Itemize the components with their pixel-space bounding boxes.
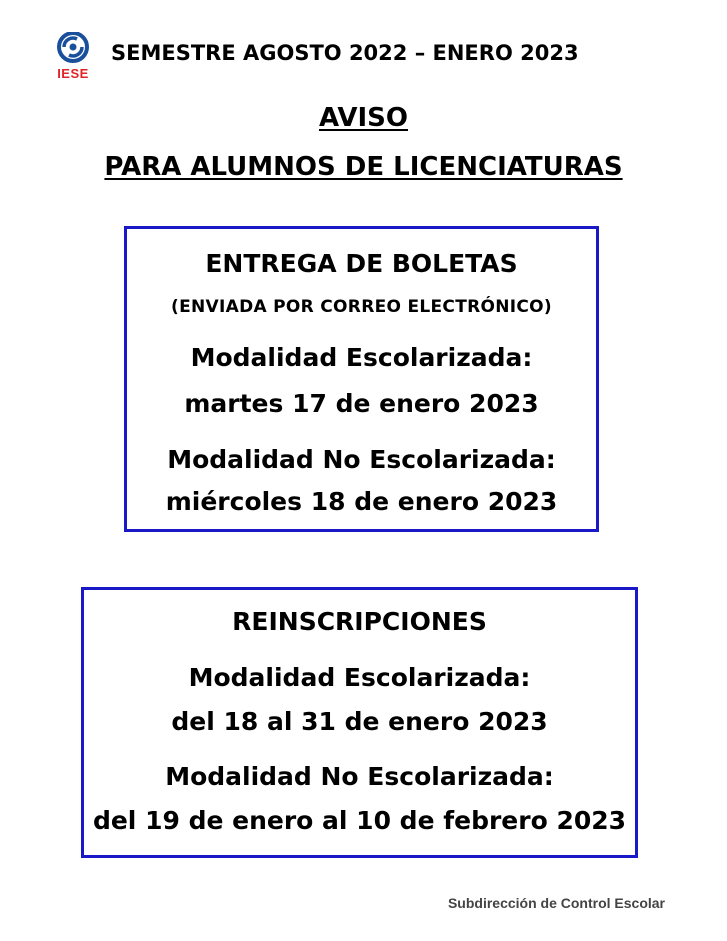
reinscripciones-box	[81, 587, 638, 858]
boletas-escolarizada-label: Modalidad Escolarizada:	[190, 343, 533, 372]
notice-subtitle: PARA ALUMNOS DE LICENCIATURAS	[104, 152, 623, 182]
reinscripciones-escolarizada-date: del 18 al 31 de enero 2023	[171, 707, 548, 736]
logo-text: IESE	[57, 66, 89, 81]
iese-logo	[50, 32, 96, 80]
notice-title: AVISO	[319, 103, 408, 133]
reinscripciones-no-escolarizada-label: Modalidad No Escolarizada:	[165, 762, 554, 791]
semester-title: SEMESTRE AGOSTO 2022 – ENERO 2023	[111, 41, 579, 65]
reinscripciones-title: REINSCRIPCIONES	[232, 607, 487, 636]
boletas-no-escolarizada-label: Modalidad No Escolarizada:	[167, 445, 556, 474]
boletas-note: (ENVIADA POR CORREO ELECTRÓNICO)	[171, 297, 552, 317]
footer-department: Subdirección de Control Escolar	[447, 895, 665, 911]
iese-emblem-icon	[50, 32, 96, 66]
boletas-no-escolarizada-date: miércoles 18 de enero 2023	[165, 487, 558, 516]
boletas-box	[124, 226, 599, 532]
reinscripciones-no-escolarizada-date: del 19 de enero al 10 de febrero 2023	[92, 806, 627, 835]
boletas-escolarizada-date: martes 17 de enero 2023	[184, 389, 539, 418]
reinscripciones-escolarizada-label: Modalidad Escolarizada:	[188, 663, 531, 692]
boletas-title: ENTREGA DE BOLETAS	[205, 249, 518, 278]
